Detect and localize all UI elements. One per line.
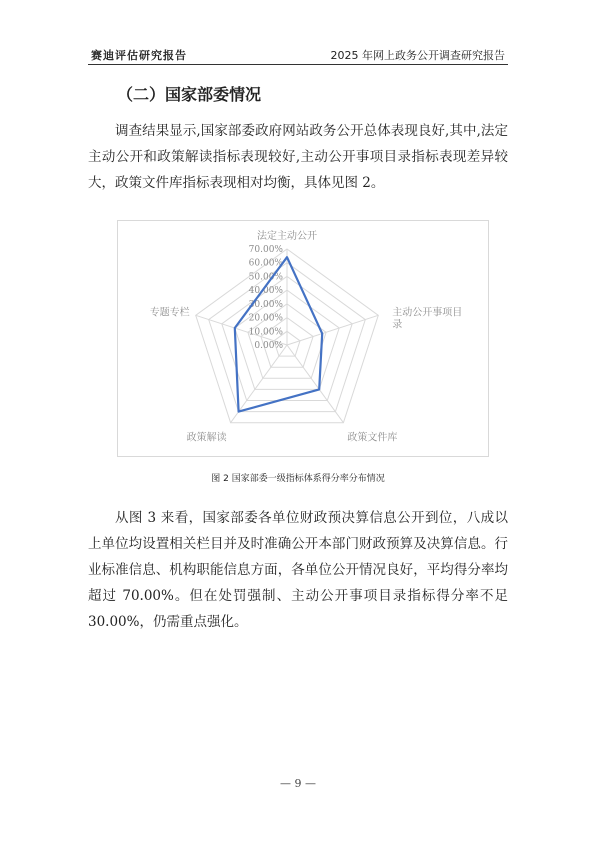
radar-axis-label: 专题专栏 bbox=[149, 307, 190, 319]
radar-tick-label: 30.00% bbox=[248, 299, 283, 310]
header-report-title: 2025 年网上政务公开调查研究报告 bbox=[330, 49, 505, 62]
figure-caption: 图 2 国家部委一级指标体系得分率分布情况 bbox=[211, 474, 385, 484]
radar-chart bbox=[117, 220, 489, 457]
radar-tick-label: 10.00% bbox=[248, 327, 283, 338]
radar-tick-label: 40.00% bbox=[248, 286, 283, 297]
radar-tick-label: 60.00% bbox=[248, 258, 283, 269]
radar-tick-label: 0.00% bbox=[254, 341, 283, 351]
header-report-series: 赛迪评估研究报告 bbox=[91, 49, 187, 62]
paragraph-survey-results: 调查结果显示,国家部委政府网站政务公开总体表现良好,其中,法定主动公开和政策解读指标表现较好,主动公开事项目录指标表现差异较大，政策文件库指标表现相对均衡，具体见图 2。 bbox=[88, 123, 508, 191]
header-divider bbox=[88, 64, 508, 65]
radar-axis-label: 法定主动公开 bbox=[257, 231, 317, 242]
section-heading: （二）国家部委情况 bbox=[117, 85, 262, 104]
radar-chart-svg bbox=[118, 221, 488, 456]
radar-axis-label: 录 bbox=[392, 319, 403, 331]
radar-axis-label: 主动公开事项目 bbox=[392, 307, 463, 319]
radar-spoke bbox=[287, 345, 343, 423]
radar-tick-label: 70.00% bbox=[248, 245, 283, 255]
page-number: — 9 — bbox=[280, 777, 316, 790]
radar-spoke bbox=[287, 315, 378, 345]
radar-tick-label: 50.00% bbox=[248, 272, 283, 283]
radar-tick-label: 20.00% bbox=[248, 313, 283, 324]
radar-axis-label: 政策文件库 bbox=[347, 432, 398, 444]
radar-axis-label: 政策解读 bbox=[186, 432, 227, 444]
paragraph-figure3-analysis: 从图 3 来看，国家部委各单位财政预决算信息公开到位，八成以上单位均设置相关栏目并及时准确公开本部门财政预算及决算信息。行业标准信息、机构职能信息方面，各单位公开情况良好，平均得分率均超过 70.00%。但在处罚强制、主动公开事项目录指标得分率不足 30.00%，仍需重点强化。 bbox=[88, 510, 508, 630]
